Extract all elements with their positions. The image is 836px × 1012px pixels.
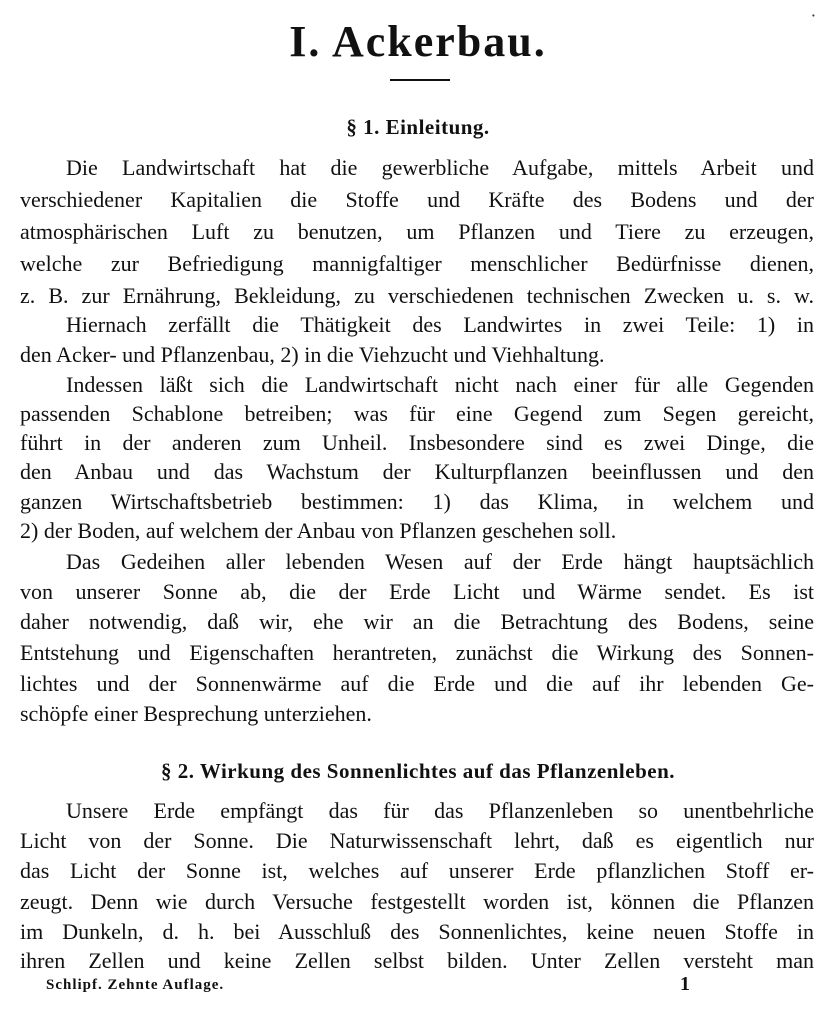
text-line: daher notwendig, daß wir, ehe wir an die Betrachtung des Bodens, seine — [20, 609, 814, 634]
text-line: den Acker- und Pflanzenbau, 2) in die Viehzucht und Viehhaltung. — [20, 342, 605, 367]
text-line: schöpfe einer Besprechung unterziehen. — [20, 701, 372, 726]
text-line: ihren Zellen und keine Zellen selbst bilden. Unter Zellen versteht man — [20, 948, 814, 973]
section-1-heading: § 1. Einleitung. — [346, 115, 490, 139]
text-line: im Dunkeln, d. h. bei Ausschluß des Sonnenlichtes, keine neuen Stoffe in — [20, 919, 814, 944]
text-line: Das Gedeihen aller lebenden Wesen auf der Erde hängt hauptsächlich — [66, 549, 814, 574]
text-line: z. B. zur Ernährung, Bekleidung, zu verschiedenen technischen Zwecken u. s. w. — [20, 283, 814, 308]
text-line: das Licht der Sonne ist, welches auf unserer Erde pflanzlichen Stoff er- — [20, 858, 814, 883]
text-line: 2) der Boden, auf welchem der Anbau von Pflanzen geschehen soll. — [20, 518, 617, 543]
text-line: zeugt. Denn wie durch Versuche festgestellt worden ist, können die Pflanzen — [20, 889, 814, 914]
text-line: Indessen läßt sich die Landwirtschaft nicht nach einer für alle Gegenden — [66, 372, 814, 397]
corner-mark: · — [810, 6, 816, 25]
text-line: ganzen Wirtschaftsbetrieb bestimmen: 1) das Klima, in welchem und — [20, 489, 814, 514]
text-line: passenden Schablone betreiben; was für eine Gegend zum Segen gereicht, — [20, 401, 814, 426]
text-line: lichtes und der Sonnenwärme auf die Erde und die auf ihr lebenden Ge- — [20, 671, 814, 696]
text-line: von unserer Sonne ab, die der Erde Licht und Wärme sendet. Es ist — [20, 579, 814, 604]
text-line: Entstehung und Eigenschaften herantreten, zunächst die Wirkung des Sonnen- — [20, 640, 814, 665]
text-line: verschiedener Kapitalien die Stoffe und Kräfte des Bodens und der — [20, 187, 814, 212]
title-rule — [390, 79, 450, 81]
text-line: welche zur Befriedigung mannigfaltiger menschlicher Bedürfnisse dienen, — [20, 251, 814, 276]
page-number: 1 — [680, 973, 690, 995]
text-line: führt in der anderen zum Unheil. Insbesondere sind es zwei Dinge, die — [20, 430, 814, 455]
text-line: Hiernach zerfällt die Thätigkeit des Landwirtes in zwei Teile: 1) in — [66, 312, 814, 337]
section-2-heading: § 2. Wirkung des Sonnenlichtes auf das Pflanzenleben. — [160, 759, 676, 783]
text-line: atmosphärischen Luft zu benutzen, um Pflanzen und Tiere zu erzeugen, — [20, 219, 814, 244]
text-line: Die Landwirtschaft hat die gewerbliche Aufgabe, mittels Arbeit und — [66, 155, 814, 180]
footer-signature: Schlipf. Zehnte Auflage. — [46, 977, 225, 993]
text-line: den Anbau und das Wachstum der Kulturpflanzen beeinflussen und den — [20, 459, 814, 484]
text-line: Unsere Erde empfängt das für das Pflanzenleben so unentbehrliche — [66, 798, 814, 823]
chapter-title: I. Ackerbau. — [289, 17, 547, 66]
text-line: Licht von der Sonne. Die Naturwissenschaft lehrt, daß es eigentlich nur — [20, 828, 814, 853]
